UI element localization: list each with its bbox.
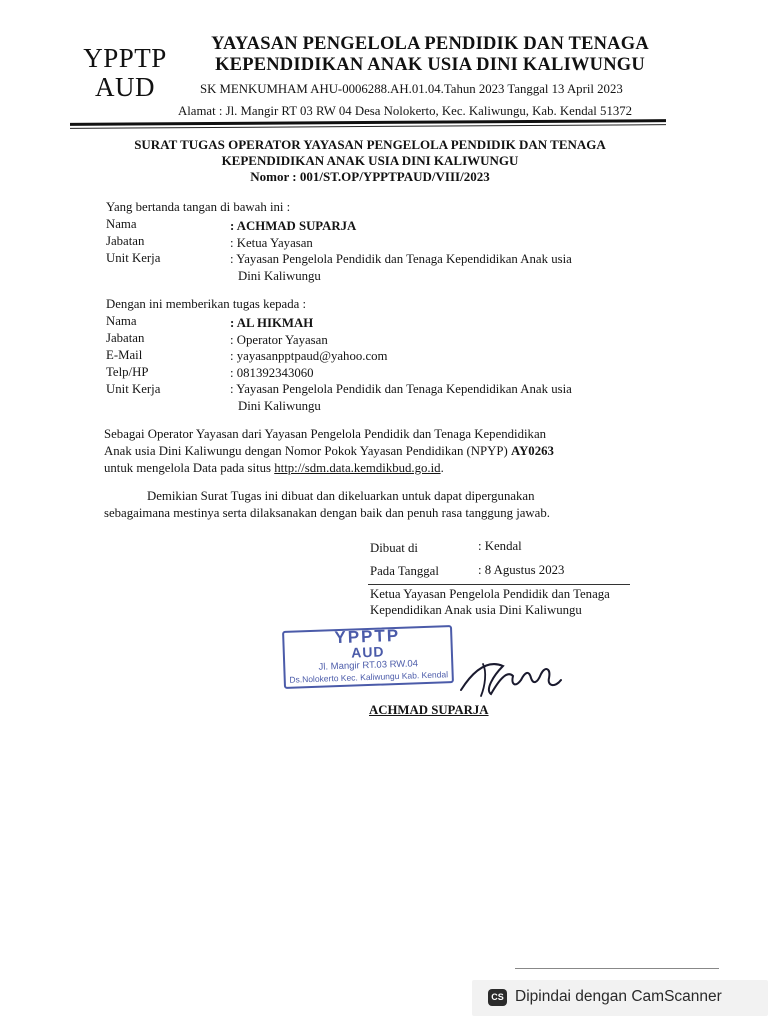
body-p1-line2: [104, 444, 554, 459]
signer-position-label: Jabatan: [106, 234, 145, 248]
stamp-line-2: AUD: [350, 643, 385, 661]
body-p2-line1: Demikian Surat Tugas ini dibuat dan dikeluarkan untuk dapat dipergunakan: [147, 489, 535, 503]
logo-line-2: AUD: [95, 72, 155, 102]
assignee-phone-value: : 081392343060: [230, 366, 314, 380]
date-label: Pada Tanggal: [370, 564, 439, 578]
place-value: : Kendal: [478, 539, 522, 553]
document-number: Nomor : 001/ST.OP/YPPTPAUD/VIII/2023: [250, 169, 490, 184]
handwritten-signature: [455, 650, 565, 700]
signer-intro: Yang bertanda tangan di bawah ini :: [106, 200, 291, 214]
organization-name: YAYASAN PENGELOLA PENDIDIK DAN TENAGA KEPENDIDIKAN ANAK USIA DINI KALIWUNGU: [211, 34, 649, 75]
body-p1-line2-text: Anak usia Dini Kaliwungu dengan Nomor Pokok Yayasan Pendidikan (NPYP): [104, 444, 508, 458]
title-line-1: SURAT TUGAS OPERATOR YAYASAN PENGELOLA PENDIDIK DAN TENAGA: [134, 137, 606, 152]
signer-unit-label: Unit Kerja: [106, 251, 161, 265]
npyp-number: AY0263: [511, 444, 554, 458]
body-p1-line3-end: .: [440, 461, 444, 475]
letterhead-address: Alamat : Jl. Mangir RT 03 RW 04 Desa Nolokerto, Kec. Kaliwungu, Kab. Kendal 51372: [178, 104, 633, 118]
camscanner-icon: CS: [488, 989, 507, 1006]
closing-divider: [368, 584, 630, 585]
signer-name-label: Nama: [106, 217, 137, 231]
assignee-email-value: : yayasanpptpaud@yahoo.com: [230, 349, 388, 363]
stamp-line-3: Jl. Mangir RT.03 RW.04: [318, 658, 419, 673]
document-title: [110, 137, 630, 185]
camscanner-watermark: [472, 980, 768, 1016]
signer-name-signature: ACHMAD SUPARJA: [369, 703, 489, 717]
sk-menkumham: SK MENKUMHAM AHU-0006288.AH.01.04.Tahun 2023 Tanggal 13 April 2023: [200, 82, 623, 96]
assignee-position-label: Jabatan: [106, 331, 145, 345]
date-value: : 8 Agustus 2023: [478, 563, 565, 577]
title-line-2: KEPENDIDIKAN ANAK USIA DINI KALIWUNGU: [221, 153, 519, 168]
signer-unit-value-cont: Dini Kaliwungu: [238, 269, 321, 283]
website-link[interactable]: http://sdm.data.kemdikbud.go.id: [274, 461, 441, 475]
assignee-unit-value-cont: Dini Kaliwungu: [238, 399, 321, 413]
ypptp-aud-logo: [72, 44, 178, 102]
assignee-phone-label: Telp/HP: [106, 365, 149, 379]
assignee-intro: Dengan ini memberikan tugas kepada :: [106, 297, 307, 311]
assignee-position-value: : Operator Yayasan: [230, 333, 328, 347]
camscanner-label: Dipindai dengan CamScanner: [515, 988, 722, 1005]
logo-line-1: YPPTP: [83, 43, 167, 73]
assignee-unit-label: Unit Kerja: [106, 382, 161, 396]
assignee-name-label: Nama: [106, 314, 137, 328]
organization-stamp: [282, 625, 454, 689]
scan-edge-line: [515, 968, 719, 969]
stamp-line-1: YPPTP: [334, 625, 401, 648]
body-p1-line1: Sebagai Operator Yayasan dari Yayasan Pengelola Pendidik dan Tenaga Kependidikan: [104, 427, 547, 441]
body-p1-line3: [104, 461, 444, 476]
position-line-2: Kependidikan Anak usia Dini Kaliwungu: [370, 603, 582, 617]
body-p2-line2: sebagaimana mestinya serta dilaksanakan dengan baik dan penuh rasa tanggung jawab.: [104, 506, 550, 520]
stamp-line-4: Ds.Nolokerto Kec. Kaliwungu Kab. Kendal: [289, 669, 449, 685]
signer-position-value: : Ketua Yayasan: [230, 236, 313, 250]
assignee-name-value: : AL HIKMAH: [230, 316, 314, 330]
body-p1-line3-text: untuk mengelola Data pada situs: [104, 461, 272, 475]
signer-name-value: : ACHMAD SUPARJA: [230, 219, 357, 233]
place-label: Dibuat di: [370, 541, 418, 555]
assignee-email-label: E-Mail: [106, 348, 143, 362]
position-line-1: Ketua Yayasan Pengelola Pendidik dan Tenaga: [370, 587, 610, 601]
assignee-unit-value: : Yayasan Pengelola Pendidik dan Tenaga Kependidikan Anak usia: [230, 382, 572, 396]
signer-unit-value: : Yayasan Pengelola Pendidik dan Tenaga Kependidikan Anak usia: [230, 252, 572, 266]
